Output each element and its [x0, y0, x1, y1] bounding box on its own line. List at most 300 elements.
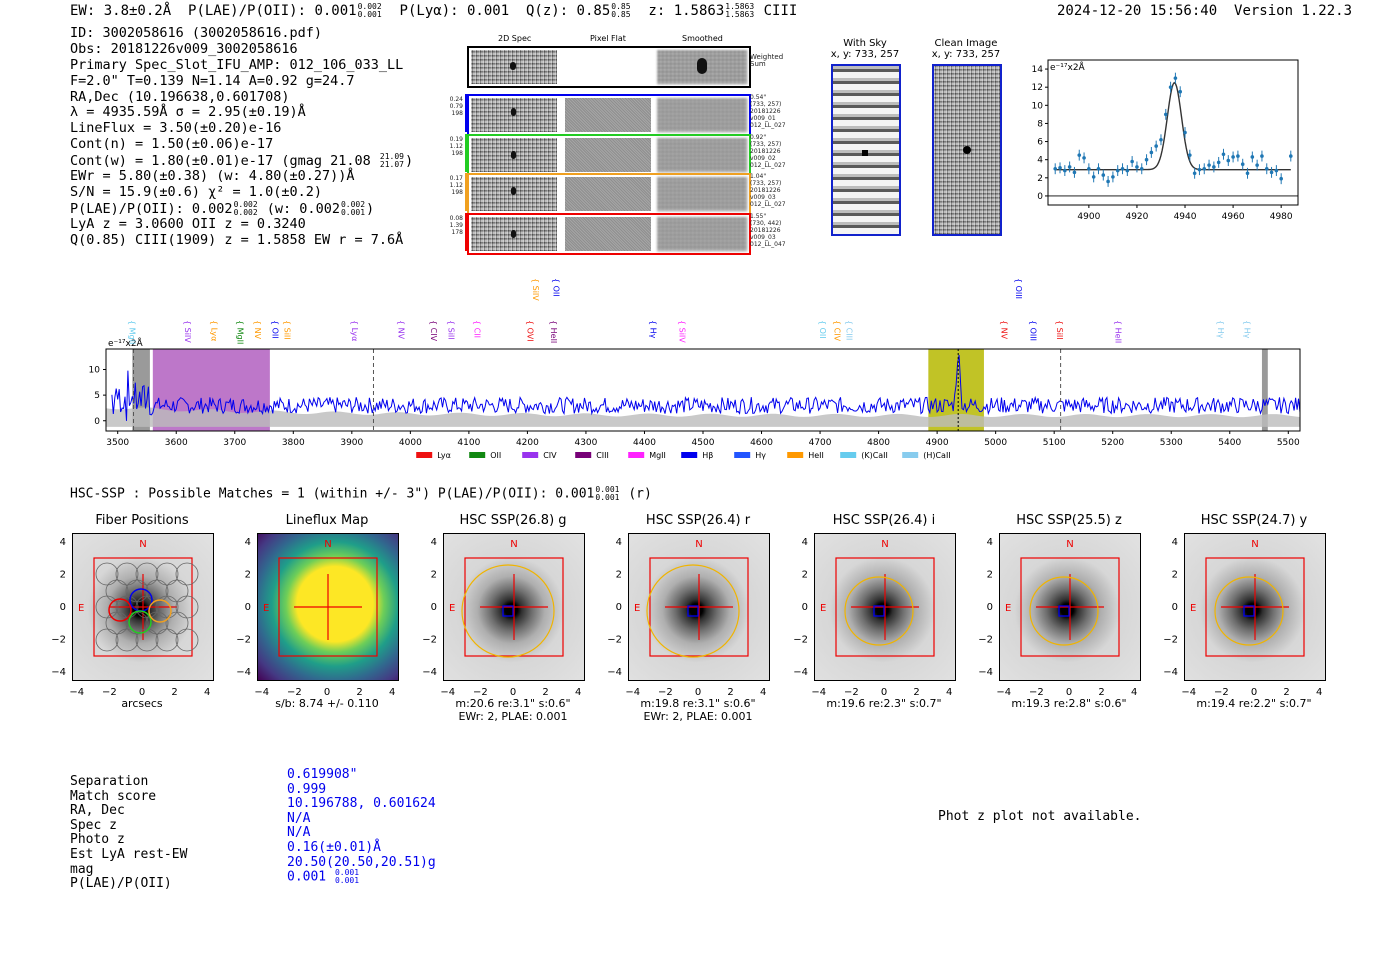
- match-value: 0.619908": [287, 767, 358, 782]
- fiber-detail: v009_03: [750, 194, 776, 201]
- panel-ytick-label: −4: [1163, 667, 1178, 679]
- panel-ytick-label: 0: [986, 602, 993, 613]
- line-id-text: { MgII: [127, 320, 137, 345]
- fit-data-point: [1087, 167, 1091, 171]
- fiber-detail: 20181226: [750, 226, 781, 234]
- fit-ytick-label: 2: [1037, 173, 1043, 184]
- spectrum-xtick-label: 4200: [515, 438, 539, 448]
- match-value: 0.999: [287, 781, 327, 797]
- line-id-text: { HeII: [548, 320, 558, 344]
- fiber-value: 0.79: [449, 103, 463, 110]
- spectrum-xtick-label: 4900: [925, 438, 949, 448]
- panel-xtick-label: −4: [69, 687, 85, 698]
- fiber-row: [467, 213, 751, 255]
- panel-xtick-label: 4: [1316, 687, 1323, 698]
- fit-data-point: [1068, 165, 1072, 169]
- line-id-text: { CIV: [428, 320, 438, 342]
- fit-data-point: [1077, 153, 1081, 157]
- fit-data-point: [1169, 85, 1173, 89]
- spectrum-xtick-label: 5200: [1101, 438, 1125, 448]
- line-id-label: [473, 320, 482, 338]
- panel-title: HSC SSP(26.8) g: [459, 513, 567, 528]
- legend-label: Lyα: [437, 451, 451, 460]
- line-id-text: { OIII: [1014, 278, 1024, 300]
- line-id-text: { SiIV: [531, 278, 541, 301]
- legend-label: (K)CaII: [861, 451, 888, 460]
- legend-swatch: [628, 452, 644, 458]
- spectrum-xtick-label: 4100: [457, 438, 481, 448]
- fiber-detail: 012_LL_047: [750, 240, 786, 248]
- line-id-text: { HeII: [1113, 320, 1123, 344]
- panel-xtick-label: −2: [1029, 687, 1044, 698]
- fiber-detail: (733, 257): [750, 101, 782, 108]
- fit-data-point: [1260, 154, 1264, 158]
- header-z-range: 1.5863 1.5863: [725, 2, 755, 19]
- legend-label: CIII: [596, 451, 609, 460]
- panel-caption-2: EWr: 2, PLAE: 0.001: [643, 710, 753, 723]
- line-id-label: [1216, 320, 1225, 339]
- panel-ytick-label: 4: [430, 536, 437, 548]
- info-contw-range: 21.09 21.07: [379, 152, 404, 170]
- fit-data-point: [1126, 169, 1130, 173]
- spectrum-ytick-label: 5: [94, 391, 100, 402]
- panel-xtick-label: 4: [204, 687, 211, 698]
- match-value: 0.16(±0.01)Å: [287, 840, 381, 855]
- panel-xtick-label: 2: [542, 687, 549, 698]
- fiber-detail: v009_03: [750, 233, 776, 241]
- header-meta: [1057, 3, 1352, 19]
- compass-north: N: [1251, 539, 1259, 550]
- panel-xtick-label: 0: [138, 687, 146, 698]
- fiber-value: 178: [451, 228, 463, 236]
- fit-data-point: [1174, 76, 1178, 80]
- fit-data-point: [1063, 169, 1067, 173]
- panel-xtick-label: −2: [844, 687, 859, 698]
- line-id-text: { SiIV: [182, 320, 192, 343]
- legend-swatch: [734, 452, 750, 458]
- panel-title: HSC SSP(26.4) i: [832, 513, 936, 528]
- line-id-text: { Lyα: [349, 320, 359, 342]
- panel-ytick-label: 4: [801, 536, 808, 548]
- panel-title: HSC SSP(26.4) r: [645, 513, 751, 528]
- fiber-detail: 1.04": [750, 173, 767, 180]
- fit-data-point: [1116, 169, 1120, 173]
- hsc-plae-range: 0.001 0.001: [595, 485, 620, 502]
- fit-data-point: [1154, 144, 1158, 148]
- info-primary: Primary Spec_Slot_IFU_AMP: 012_106_033_LL: [70, 56, 404, 73]
- panel-xtick-label: −4: [996, 687, 1012, 698]
- fiber-detail: 0.54": [750, 94, 767, 101]
- spectrum-xtick-label: 3900: [340, 438, 364, 448]
- clean-image-title: Clean Image: [934, 38, 998, 49]
- fiber-value: 0.08: [449, 214, 463, 222]
- panel-xtick-label: 2: [1098, 687, 1105, 698]
- fiber-value: 1.12: [449, 182, 463, 189]
- fit-data-point: [1150, 151, 1154, 155]
- panel-title: Lineflux Map: [285, 513, 369, 528]
- legend-label: OII: [490, 451, 502, 460]
- match-value: N/A: [287, 825, 311, 841]
- fit-data-point: [1217, 161, 1221, 165]
- fit-data-point: [1202, 167, 1206, 171]
- match-label: P(LAE)/P(OII): [70, 876, 172, 892]
- panel-xtick-label: 2: [727, 687, 734, 698]
- panel-ytick-label: −4: [793, 667, 808, 679]
- fiber-pixel-flat: [565, 98, 651, 132]
- fiber-row-accent: [465, 173, 467, 211]
- legend-swatch: [787, 452, 803, 458]
- spectrum-ytick-label: 0: [94, 416, 100, 427]
- fit-xtick-label: 4940: [1173, 212, 1197, 222]
- compass-east: E: [78, 603, 85, 614]
- legend-swatch: [469, 452, 485, 458]
- fiber-detail: (733, 257): [750, 180, 782, 187]
- legend-swatch: [522, 452, 538, 458]
- panel-title: HSC SSP(24.7) y: [1200, 513, 1308, 528]
- fiber-detail: 1.55": [750, 212, 767, 220]
- panel-caption: m:19.6 re:2.3" s:0.7": [826, 697, 942, 710]
- fit-data-point: [1106, 180, 1110, 184]
- panel-axes: [233, 533, 403, 703]
- fit-data-point: [1101, 173, 1105, 177]
- legend-label: Hγ: [755, 451, 766, 460]
- line-id-text: { SiII: [282, 320, 292, 340]
- fit-data-point: [1097, 167, 1101, 171]
- fit-data-point: [1275, 169, 1279, 173]
- fiber-value: 198: [451, 149, 463, 157]
- panel-xtick-label: −4: [254, 687, 270, 698]
- fiber-value: 1.39: [449, 221, 463, 229]
- match-label: Separation: [70, 774, 149, 789]
- panel-xtick-label: −4: [1181, 687, 1197, 698]
- fiber-detail: 012_LL_027: [750, 122, 786, 129]
- line-id-label: [1029, 320, 1038, 341]
- line-id-text: { OVI: [525, 320, 535, 342]
- compass-east: E: [634, 603, 641, 614]
- legend-label: Hβ: [702, 451, 714, 460]
- panel-xtick-label: −4: [440, 687, 456, 698]
- col-pixel-flat: Pixel Flat: [590, 34, 626, 43]
- spectrum-xtick-label: 5000: [984, 438, 1008, 448]
- spectrum-xtick-label: 5300: [1159, 438, 1183, 448]
- fit-data-point: [1222, 152, 1226, 156]
- fiber-value: 1.12: [449, 142, 463, 150]
- panel-ytick-label: 2: [801, 569, 808, 581]
- line-id-label: [549, 320, 558, 343]
- fit-data-point: [1236, 154, 1240, 158]
- line-id-label: [844, 320, 853, 340]
- fiber-row-details: [750, 213, 790, 248]
- line-id-text: { SiII: [1055, 320, 1065, 340]
- fiber-row-details: [750, 173, 790, 208]
- panel-caption: m:20.6 re:3.1" s:0.6": [455, 697, 571, 710]
- spectrum-xtick-label: 4800: [867, 438, 891, 448]
- panel-caption-2: EWr: 2, PLAE: 0.001: [458, 710, 568, 723]
- match-label: Spec z: [70, 817, 117, 833]
- fit-data-point: [1145, 158, 1149, 162]
- panel-ytick-label: −2: [422, 634, 437, 646]
- panel-xtick-label: 0: [1065, 687, 1073, 698]
- info-plae: P(LAE)/P(OII): 0.002: [70, 200, 233, 217]
- panel-ytick-label: 4: [615, 536, 622, 548]
- panel-ytick-label: 0: [801, 602, 808, 613]
- fiber-detail: v009_01: [750, 115, 776, 122]
- weighted-source-blob: [510, 62, 516, 70]
- panel-xtick-label: 0: [1250, 687, 1258, 698]
- fit-data-point: [1121, 167, 1125, 171]
- panel-xtick-label: 4: [575, 687, 582, 698]
- fit-data-point: [1178, 90, 1182, 94]
- fit-data-point: [1226, 159, 1230, 163]
- panel-axes: [48, 533, 218, 703]
- line-id-text: { NV: [253, 320, 263, 340]
- compass-east: E: [820, 603, 827, 614]
- panel-title: HSC SSP(25.5) z: [1016, 513, 1122, 528]
- line-id-label: [552, 278, 561, 297]
- panel-ytick-label: −2: [978, 634, 993, 646]
- info-q-line: Q(0.85) CIII(1909) z = 1.5858 EW r = 7.6Å: [70, 231, 404, 248]
- fiber-detail: 012_LL_027: [750, 161, 786, 169]
- info-lya-z: LyA z = 3.0600 OII z = 0.3240: [70, 215, 306, 232]
- fiber-detail: 20181226: [750, 147, 781, 155]
- panel-ytick-label: 2: [430, 569, 437, 581]
- fiber-detail: v009_02: [750, 154, 776, 162]
- panel-xtick-label: 0: [509, 687, 517, 698]
- line-id-label: [525, 320, 534, 342]
- line-id-label: [1242, 320, 1251, 339]
- header-timestamp: 2024-12-20 15:56:40: [1057, 3, 1218, 19]
- match-value: 0.001 0.001 0.001: [287, 868, 360, 886]
- line-id-text: { Hγ: [1215, 320, 1225, 339]
- clean-image-xy: x, y: 733, 257: [931, 49, 1001, 60]
- fit-ytick-label: 0: [1037, 191, 1043, 202]
- legend-swatch: [902, 452, 918, 458]
- fit-unit-label: e⁻¹⁷x2Å: [1050, 63, 1085, 73]
- fit-plot-frame: [1048, 60, 1298, 205]
- panel-axes: [1160, 533, 1330, 703]
- photz-message: Phot z plot not available.: [938, 809, 1142, 824]
- info-contw-row: Cont(w) = 1.80(±0.01)e-17 (gmag 21.08 21.09 21.07 ): [70, 152, 414, 170]
- with-sky-image: [831, 64, 901, 236]
- hsc-title: HSC-SSP : Possible Matches = 1 (within +/- 3") P(LAE)/P(OII): 0.001: [70, 486, 595, 502]
- fiber-detail: (730, 442): [750, 219, 782, 227]
- panel-ytick-label: 0: [615, 602, 622, 613]
- panel-ytick-label: −4: [51, 667, 66, 679]
- info-plae-w-range: 0.002 0.001: [340, 199, 366, 217]
- fit-data-point: [1231, 155, 1235, 159]
- legend-label: CIV: [543, 451, 557, 460]
- line-id-label: [127, 320, 136, 344]
- panel-xtick-label: 4: [1131, 687, 1138, 698]
- fit-data-point: [1111, 175, 1115, 179]
- compass-north: N: [510, 539, 518, 550]
- panel-ytick-label: −4: [236, 667, 251, 679]
- panel-caption: m:19.4 re:2.2" s:0.7": [1196, 697, 1312, 710]
- line-id-label: [999, 320, 1008, 340]
- fit-ytick-label: 12: [1031, 83, 1043, 94]
- spectrum-xtick-label: 5500: [1276, 438, 1300, 448]
- panel-xtick-label: −4: [625, 687, 641, 698]
- fiber-value: 0.24: [449, 96, 463, 103]
- fit-data-point: [1135, 165, 1139, 169]
- spectrum-xtick-label: 4400: [633, 438, 656, 448]
- fiber-row-accent: [465, 213, 467, 251]
- hsc-band: (r): [628, 486, 652, 502]
- fit-xtick-label: 4920: [1125, 212, 1149, 222]
- panel-ytick-label: −2: [1163, 634, 1178, 646]
- fit-data-point: [1198, 168, 1202, 172]
- fit-ytick-label: 6: [1037, 137, 1043, 148]
- line-id-text: { MgII: [235, 320, 245, 345]
- panel-xtick-label: 2: [171, 687, 178, 698]
- fiber-row: [467, 173, 751, 215]
- legend-label: MgII: [649, 451, 666, 460]
- fiber-source-blob: [511, 151, 516, 159]
- panel-caption: arcsecs: [121, 697, 163, 710]
- fit-data-point: [1255, 163, 1259, 167]
- fit-data-point: [1053, 167, 1057, 171]
- line-id-label: [282, 320, 291, 340]
- panel-caption: m:19.8 re:3.1" s:0.6": [640, 697, 756, 710]
- spectrum-xtick-label: 5400: [1218, 438, 1242, 448]
- line-id-text: { NV: [999, 320, 1009, 340]
- legend-swatch: [840, 452, 856, 458]
- line-id-label: [678, 320, 687, 343]
- panel-ytick-label: 2: [59, 569, 66, 581]
- fiber-row-accent: [465, 134, 467, 172]
- fit-ytick-label: 14: [1031, 65, 1043, 76]
- fit-ytick-label: 4: [1037, 155, 1043, 166]
- panel-xtick-label: −4: [811, 687, 827, 698]
- compass-north: N: [695, 539, 703, 550]
- fit-data-point: [1193, 171, 1197, 175]
- info-plae-range: 0.002 0.002: [233, 199, 258, 217]
- line-id-label: [350, 320, 359, 341]
- match-value: 20.50(20.50,20.51)g: [287, 854, 436, 870]
- info-contw: Cont(w) = 1.80(±0.01)e-17 (gmag 21.08: [70, 153, 371, 170]
- with-sky-xy: x, y: 733, 257: [830, 49, 900, 60]
- info-radec: RA,Dec (10.196638,0.601708): [70, 88, 290, 105]
- line-id-label: [429, 320, 438, 342]
- fit-data-point: [1188, 153, 1192, 157]
- panel-axes: [790, 533, 960, 703]
- header-plae: P(LAE)/P(OII): 0.001: [188, 3, 357, 19]
- compass-north: N: [881, 539, 889, 550]
- line-id-text: { OII: [551, 278, 561, 297]
- line-id-label: [183, 320, 192, 343]
- panel-xtick-label: −2: [102, 687, 117, 698]
- fiber-value: 198: [451, 110, 463, 117]
- match-label: Est LyA rest-EW: [70, 847, 188, 862]
- header-line: CIII: [763, 3, 798, 19]
- panel-axes: [419, 533, 589, 703]
- panel-ytick-label: −4: [978, 667, 993, 679]
- fit-data-point: [1082, 156, 1086, 160]
- spectrum-xtick-label: 4300: [574, 438, 598, 448]
- fiber-smoothed: [657, 138, 747, 172]
- fiber-value: 0.17: [449, 175, 463, 182]
- line-id-label: [236, 320, 245, 344]
- match-plae-range: 0.001 0.001: [334, 868, 360, 886]
- fit-data-point: [1130, 160, 1134, 164]
- weighted-sum-label: Weighted Sum: [750, 53, 784, 68]
- header-ew: EW: 3.8±0.2Å: [70, 3, 172, 19]
- spectrum-xtick-label: 5100: [1042, 438, 1066, 448]
- panel-xtick-label: 0: [880, 687, 888, 698]
- fiber-smoothed: [657, 217, 747, 251]
- header-qz-range: 0.85 0.85: [611, 2, 631, 19]
- line-id-text: { SiII: [446, 320, 456, 340]
- spectrum-xtick-label: 3600: [164, 438, 188, 448]
- weighted-smooth-blob: [697, 58, 707, 74]
- fiber-pixel-flat: [565, 217, 651, 251]
- compass-north: N: [1066, 539, 1074, 550]
- header-z: z: 1.5863: [648, 3, 725, 19]
- panel-xtick-label: 0: [694, 687, 702, 698]
- panel-xtick-label: −2: [473, 687, 488, 698]
- fit-data-point: [1092, 175, 1096, 179]
- panel-xtick-label: 2: [1283, 687, 1290, 698]
- fiber-row-values: [441, 96, 463, 117]
- panel-ytick-label: 0: [244, 602, 251, 613]
- panel-xtick-label: 0: [323, 687, 331, 698]
- info-obs: Obs: 20181226v009_3002058616: [70, 40, 298, 57]
- line-id-text: { NV: [396, 320, 406, 340]
- panel-ytick-label: 0: [1171, 602, 1178, 613]
- fiber-row-details: [750, 94, 790, 129]
- full-spectrum-chart: [70, 270, 1310, 470]
- fiber-row: [467, 134, 751, 176]
- fiber-detail: 20181226: [750, 187, 781, 194]
- panel-ytick-label: −2: [236, 634, 251, 646]
- panel-ytick-label: 0: [59, 602, 66, 613]
- fiber-pixel-flat: [565, 138, 651, 172]
- spectrum-unit-label: e⁻¹⁷x2Å: [108, 339, 143, 349]
- match-label: Match score: [70, 788, 157, 804]
- fiber-smoothed: [657, 177, 747, 211]
- line-id-label: [833, 320, 842, 342]
- match-label: RA, Dec: [70, 803, 125, 819]
- legend-label: (H)CaII: [923, 451, 951, 460]
- fit-ytick-label: 8: [1037, 119, 1043, 130]
- panel-caption: m:19.3 re:2.8" s:0.6": [1011, 697, 1127, 710]
- line-id-label: [446, 320, 455, 340]
- fiber-detail: 0.92": [750, 133, 767, 141]
- line-id-text: { CIII: [844, 320, 854, 341]
- fit-data-point: [1058, 166, 1062, 170]
- panel-ytick-label: 2: [244, 569, 251, 581]
- fit-xtick-label: 4900: [1077, 212, 1101, 222]
- panel-xtick-label: −2: [287, 687, 302, 698]
- line-id-text: { Hγ: [1242, 320, 1252, 339]
- panel-xtick-label: −2: [1214, 687, 1229, 698]
- panel-ytick-label: −4: [607, 667, 622, 679]
- col-smoothed: Smoothed: [682, 34, 723, 43]
- line-id-label: [531, 278, 540, 301]
- clean-image: [932, 64, 1002, 236]
- match-value: N/A: [287, 810, 311, 826]
- panel-axes: [975, 533, 1145, 703]
- fit-data-point: [1241, 162, 1245, 166]
- fit-data-point: [1140, 167, 1144, 171]
- line-id-label: [1055, 320, 1064, 340]
- info-ewr: EWr = 5.80(±0.38) (w: 4.80(±0.27))Å: [70, 168, 355, 185]
- fit-data-point: [1073, 171, 1077, 175]
- fiber-row-accent: [465, 94, 467, 132]
- panel-ytick-label: 4: [1171, 536, 1178, 548]
- panel-caption: s/b: 8.74 +/- 0.110: [275, 697, 379, 710]
- panel-ytick-label: 4: [59, 536, 66, 548]
